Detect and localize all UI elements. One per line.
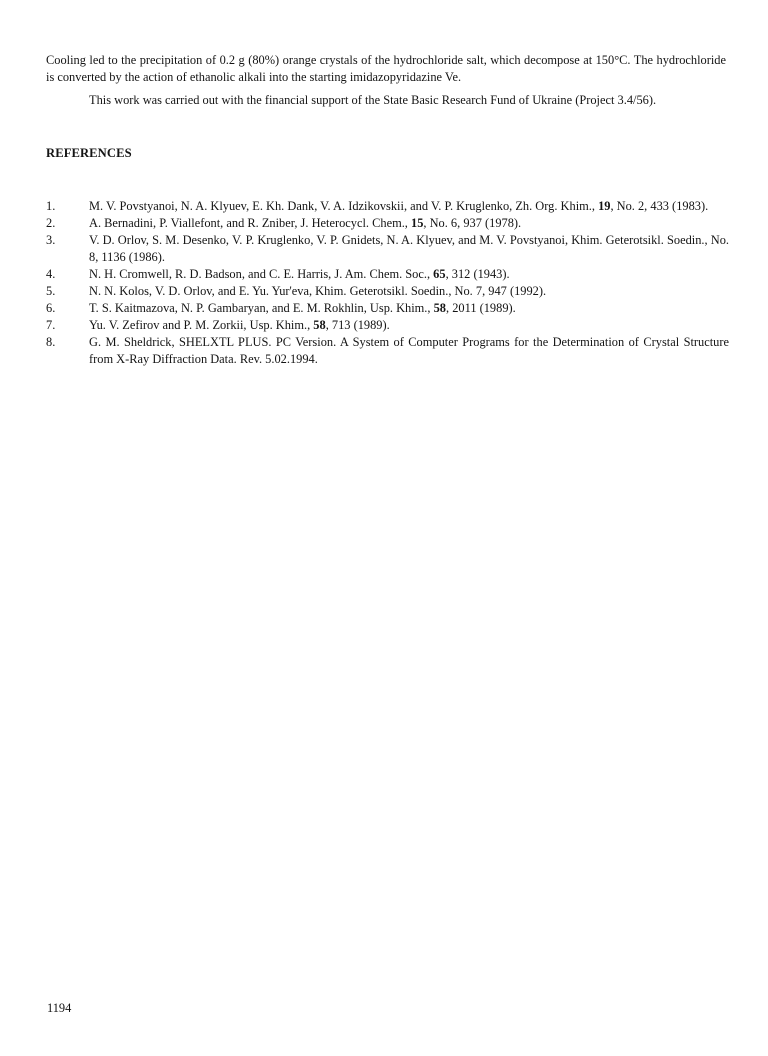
reference-text-tail: , 713 (1989).: [325, 318, 390, 332]
reference-item: [46, 283, 729, 300]
reference-list: [46, 198, 729, 368]
reference-text: [89, 215, 729, 232]
reference-number: 5.: [46, 284, 56, 298]
reference-text-tail: , No. 2, 433 (1983).: [610, 199, 709, 213]
body-paragraph-cooling: Cooling led to the precipitation of 0.2 g (80%) orange crystals of the hydrochloride salt, which decompose at 150°C. The hydrochloride is converted by the action of ethanolic alkali into the starting imidazopyridazine Ve.: [46, 53, 726, 84]
reference-text-tail: , 312 (1943).: [445, 267, 510, 281]
reference-number: 6.: [46, 301, 56, 315]
reference-text-main: M. V. Povstyanoi, N. A. Klyuev, E. Kh. Dank, V. A. Idzikovskii, and V. P. Kruglenko, Zh. Org. Khim.,: [89, 199, 599, 213]
page-number: 1194: [47, 1001, 72, 1015]
reference-item: [46, 266, 729, 283]
reference-number: 1.: [46, 199, 56, 213]
reference-text-main: N. H. Cromwell, R. D. Badson, and C. E. Harris, J. Am. Chem. Soc.,: [89, 267, 434, 281]
reference-number: 2.: [46, 216, 56, 230]
reference-number: 7.: [46, 318, 56, 332]
reference-text: [89, 334, 729, 368]
reference-text: [89, 266, 729, 283]
reference-item: [46, 232, 729, 266]
reference-text: [89, 317, 729, 334]
reference-volume: 65: [433, 267, 446, 281]
reference-text-tail: , No. 6, 937 (1978).: [423, 216, 522, 230]
reference-volume: 19: [598, 199, 611, 213]
reference-text-main: N. N. Kolos, V. D. Orlov, and E. Yu. Yur'eva, Khim. Geterotsikl. Soedin., No. 7, 947 (1992).: [89, 284, 547, 298]
reference-text-tail: , 2011 (1989).: [446, 301, 516, 315]
reference-item: [46, 198, 729, 215]
reference-text-main: G. M. Sheldrick, SHELXTL PLUS. PC Version. A System of Computer Programs for the Determination of Crystal Structure from X-Ray Diffraction Data. Rev. 5.02.1994.: [89, 335, 729, 366]
body-paragraph-acknowledgment: This work was carried out with the financial support of the State Basic Research Fund of Ukraine (Project 3.4/56).: [89, 93, 657, 107]
reference-number: 3.: [46, 233, 56, 247]
reference-text-main: V. D. Orlov, S. M. Desenko, V. P. Kruglenko, V. P. Gnidets, N. A. Klyuev, and M. V. Povstyanoi, Khim. Geterotsikl. Soedin., No. 8, 1136 (1986).: [89, 233, 729, 264]
reference-text: [89, 198, 729, 215]
reference-text-main: Yu. V. Zefirov and P. M. Zorkii, Usp. Khim.,: [89, 318, 314, 332]
reference-item: [46, 215, 729, 232]
reference-item: [46, 317, 729, 334]
reference-text: [89, 232, 729, 266]
reference-volume: 58: [313, 318, 326, 332]
reference-text-main: A. Bernadini, P. Viallefont, and R. Zniber, J. Heterocycl. Chem.,: [89, 216, 411, 230]
reference-text: [89, 300, 729, 317]
reference-text-main: T. S. Kaitmazova, N. P. Gambaryan, and E. M. Rokhlin, Usp. Khim.,: [89, 301, 434, 315]
reference-item: [46, 334, 729, 368]
reference-volume: 58: [433, 301, 446, 315]
reference-number: 4.: [46, 267, 56, 281]
reference-volume: 15: [411, 216, 424, 230]
reference-item: [46, 300, 729, 317]
reference-number: 8.: [46, 335, 56, 349]
references-heading: REFERENCES: [46, 146, 132, 160]
reference-text: [89, 283, 729, 300]
